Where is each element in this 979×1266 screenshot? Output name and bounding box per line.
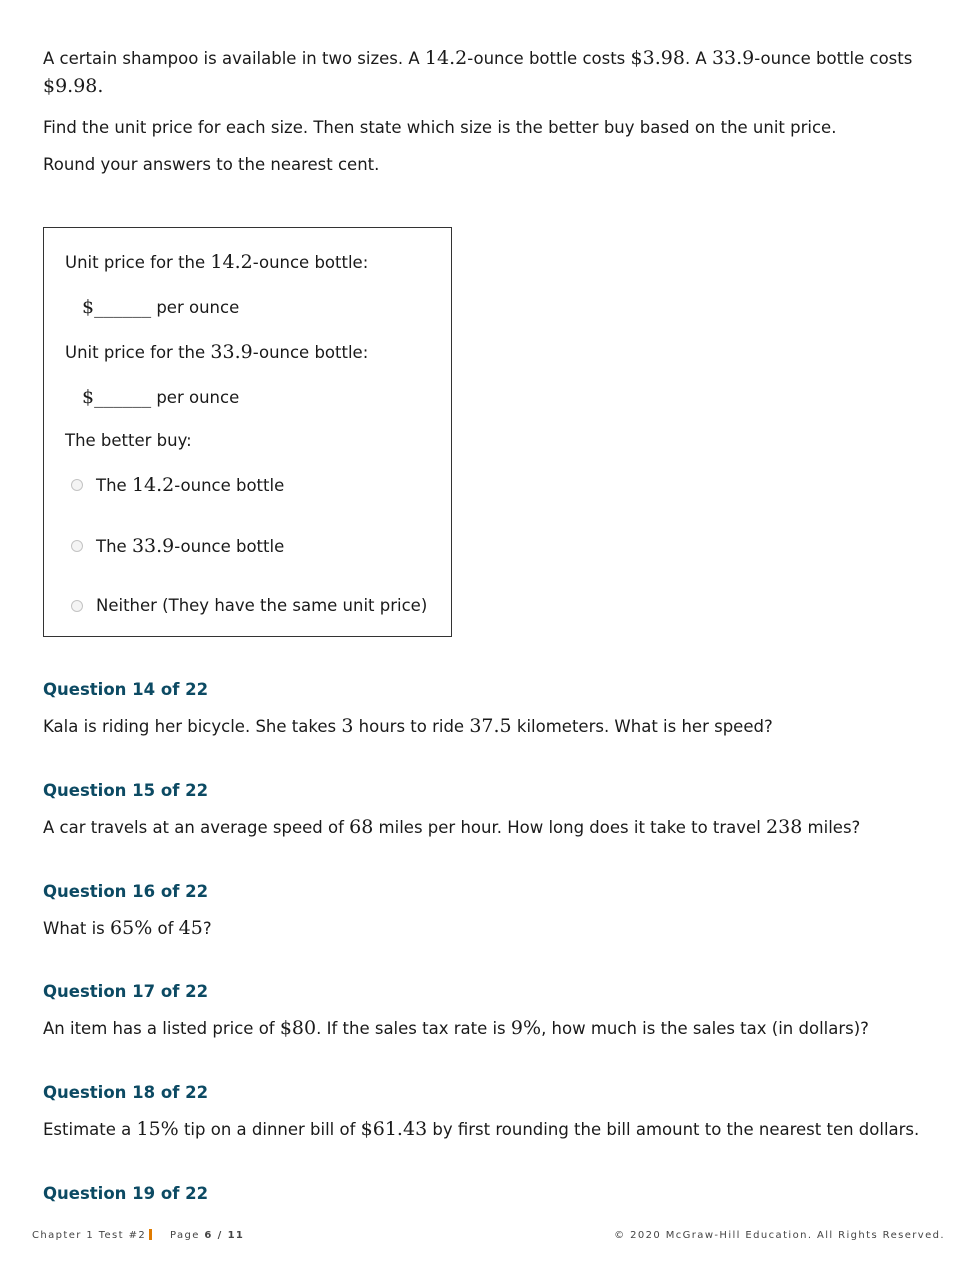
unit-price-label-2: Unit price for the 33.9-ounce bottle: (65, 341, 369, 363)
question-14-heading: Question 14 of 22 (43, 680, 209, 699)
option-label-1[interactable]: The 14.2-ounce bottle (96, 474, 285, 496)
option-label-2[interactable]: The 33.9-ounce bottle (96, 535, 285, 557)
question-18-text: Estimate a 15% tip on a dinner bill of $61.43 by first rounding the bill amount to the nearest ten dollars. (43, 1118, 920, 1140)
question-16-text: What is 65% of 45? (43, 917, 212, 939)
footer-copyright: © 2020 McGraw-Hill Education. All Rights Reserved. (614, 1230, 945, 1241)
problem-statement-line-2: $9.98. (43, 75, 104, 97)
instruction-text: Find the unit price for each size. Then state which size is the better buy based on the unit price. (43, 118, 837, 137)
question-18-heading: Question 18 of 22 (43, 1083, 209, 1102)
rounding-instruction: Round your answers to the nearest cent. (43, 155, 380, 174)
question-15-text: A car travels at an average speed of 68 miles per hour. How long does it take to travel 238 miles? (43, 816, 861, 838)
radio-option-3[interactable] (71, 600, 83, 612)
question-15-heading: Question 15 of 22 (43, 781, 209, 800)
unit-price-label-1: Unit price for the 14.2-ounce bottle: (65, 251, 369, 273)
unit-price-blank-2[interactable]: $______ per ounce (82, 386, 240, 408)
better-buy-label: The better buy: (65, 431, 192, 450)
answer-box (43, 227, 452, 637)
footer-page-number: Page 6 / 11 (170, 1230, 245, 1241)
option-label-3[interactable]: Neither (They have the same unit price) (96, 596, 428, 615)
footer-chapter-title: Chapter 1 Test #2 (32, 1230, 147, 1241)
question-17-text: An item has a listed price of $80. If the sales tax rate is 9%, how much is the sales tax (in dollars)? (43, 1017, 869, 1039)
question-16-heading: Question 16 of 22 (43, 882, 209, 901)
question-17-heading: Question 17 of 22 (43, 982, 209, 1001)
radio-option-1[interactable] (71, 479, 83, 491)
question-14-text: Kala is riding her bicycle. She takes 3 hours to ride 37.5 kilometers. What is her speed? (43, 715, 773, 737)
unit-price-blank-1[interactable]: $______ per ounce (82, 296, 240, 318)
problem-statement-line-1: A certain shampoo is available in two sizes. A 14.2-ounce bottle costs $3.98. A 33.9-ounce bottle costs (43, 47, 913, 69)
radio-option-2[interactable] (71, 540, 83, 552)
footer-divider (149, 1229, 152, 1240)
question-19-heading: Question 19 of 22 (43, 1184, 209, 1203)
